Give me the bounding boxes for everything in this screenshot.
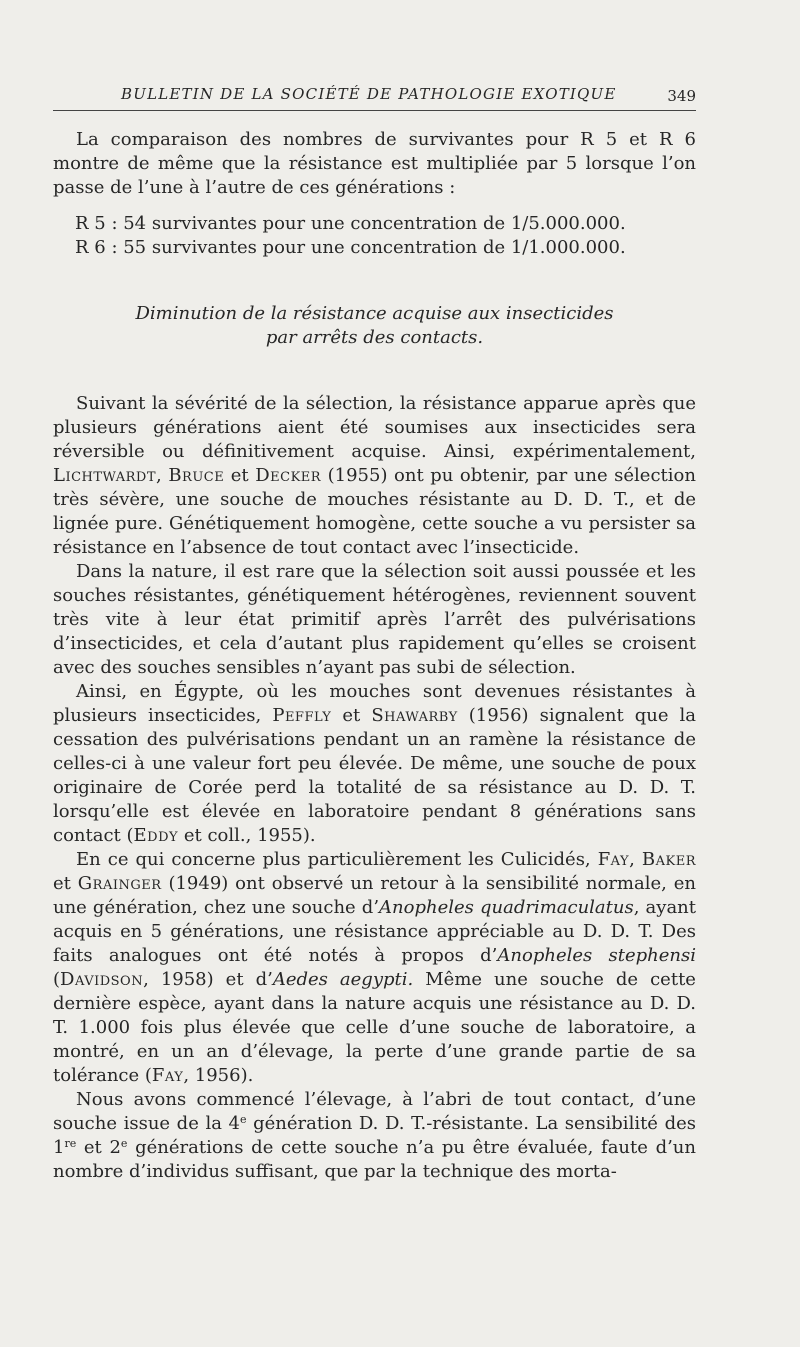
text-run: Suivant la sévérité de la sélection, la résistance apparue après que plusieurs générations aient été soumises aux insecticides sera réversible ou définitivement acquise. Ainsi, expérimentalement,	[53, 393, 696, 462]
paragraph-selection	[53, 392, 696, 560]
author-name: Eddy	[133, 825, 179, 846]
subtitle-line-2: par arrêts des contacts.	[265, 327, 484, 348]
section-subtitle	[53, 302, 696, 350]
author-name: Lichtwardt	[53, 465, 157, 486]
author-name: Davidson	[60, 969, 144, 990]
formula-line-r5: R 5 : 54 survivantes pour une concentration de 1/5.000.000.	[75, 213, 626, 234]
superscript: e	[239, 1113, 247, 1126]
paragraph-breeding	[53, 1088, 696, 1184]
text-run: ,	[629, 849, 635, 870]
species-name: Anopheles quadrimaculatus	[379, 897, 634, 918]
text-run: , ayant acquis en 5 générations, une résistance appréciable au D. D. T. Des faits analogues ont été notés à propos d’	[53, 897, 696, 966]
text-run: , 1956).	[183, 1065, 254, 1086]
text-run: (1949) ont observé un retour à la sensibilité normale, en une génération, chez une souche d’	[53, 873, 696, 918]
article-body	[53, 128, 696, 1184]
text-run: Nous avons commencé l’élevage, à l’abri de tout contact, d’une souche issue de la 4	[53, 1089, 696, 1134]
author-name: Fay	[597, 849, 630, 870]
author-name: Shawarby	[371, 705, 458, 726]
text-run: , 1958) et d’	[143, 969, 273, 990]
author-name: Fay	[151, 1065, 184, 1086]
text-run: (	[53, 969, 61, 990]
paragraph-nature: Dans la nature, il est rare que la sélection soit aussi poussée et les souches résistantes, génétiquement hétérogènes, reviennent souvent très vite à leur état primitif après l’arrêt des pulvérisations d’insecticides, et cela d’autant plus rapidement qu’elles se croisent avec des souches sensibles n’ayant pas subi de sélection.	[53, 561, 696, 678]
paragraph-culicides	[53, 848, 696, 1088]
paragraph-egypt	[53, 680, 696, 848]
subtitle-line-1: Diminution de la résistance acquise aux insecticides	[135, 303, 614, 324]
text-run: et	[53, 873, 71, 894]
text-run: Ainsi, en Égypte, où les mouches sont devenues résistantes à plusieurs insecticides,	[53, 681, 696, 726]
author-name: Grainger	[77, 873, 162, 894]
text-run: génération D. D. T.-résistante. La sensibilité des 1	[53, 1113, 696, 1158]
species-name: Anopheles stephensi	[497, 945, 696, 966]
running-header	[53, 80, 696, 111]
text-run: Même une souche de cette dernière espèce, ayant dans la nature acquis une résistance au D. D. T. 1.000 fois plus élevée que celle d’une souche de laboratoire, a montré, en un an d’élevage, la perte d’une grande partie de sa tolérance (	[53, 969, 696, 1086]
text-run: (1955) ont pu obtenir, par une sélection très sévère, une souche de mouches résistante au D. D. T., et de lignée pure. Génétiquement homogène, cette souche a vu persister sa résistance en l’absence de tout contact avec l’insecticide.	[53, 465, 696, 558]
author-name: Peffly	[272, 705, 332, 726]
page-number: 349	[667, 87, 696, 105]
text-run: et 2	[83, 1137, 121, 1158]
text-run: générations de cette souche n’a pu être évaluée, faute d’un nombre d’individus suffisant, que par la technique des morta-	[53, 1137, 696, 1182]
journal-title: BULLETIN DE LA SOCIÉTÉ DE PATHOLOGIE EXOTIQUE	[121, 85, 617, 103]
survivor-formula	[75, 212, 696, 260]
paragraph-comparison: La comparaison des nombres de survivantes pour R 5 et R 6 montre de même que la résistance est multipliée par 5 lorsque l’on passe de l’une à l’autre de ces générations :	[53, 129, 696, 198]
text-run: et	[342, 705, 361, 726]
text-run: et	[230, 465, 249, 486]
text-run: ,	[156, 465, 162, 486]
author-name: Bruce	[168, 465, 225, 486]
superscript: e	[120, 1137, 128, 1150]
species-name: Aedes aegypti.	[272, 969, 414, 990]
superscript: re	[64, 1137, 77, 1150]
text-run: et coll., 1955).	[183, 825, 316, 846]
author-name: Baker	[641, 849, 696, 870]
text-run: En ce qui concerne plus particulièrement les Culicidés,	[76, 849, 591, 870]
author-name: Decker	[255, 465, 322, 486]
formula-line-r6: R 6 : 55 survivantes pour une concentration de 1/1.000.000.	[75, 237, 626, 258]
text-run: (1956) signalent que la cessation des pulvérisations pendant un an ramène la résistance de celles-ci à une valeur fort peu élevée. De même, une souche de poux originaire de Corée perd la totalité de sa résistance au D. D. T. lorsqu’elle est élevée en laboratoire pendant 8 générations sans contact (	[53, 705, 697, 846]
